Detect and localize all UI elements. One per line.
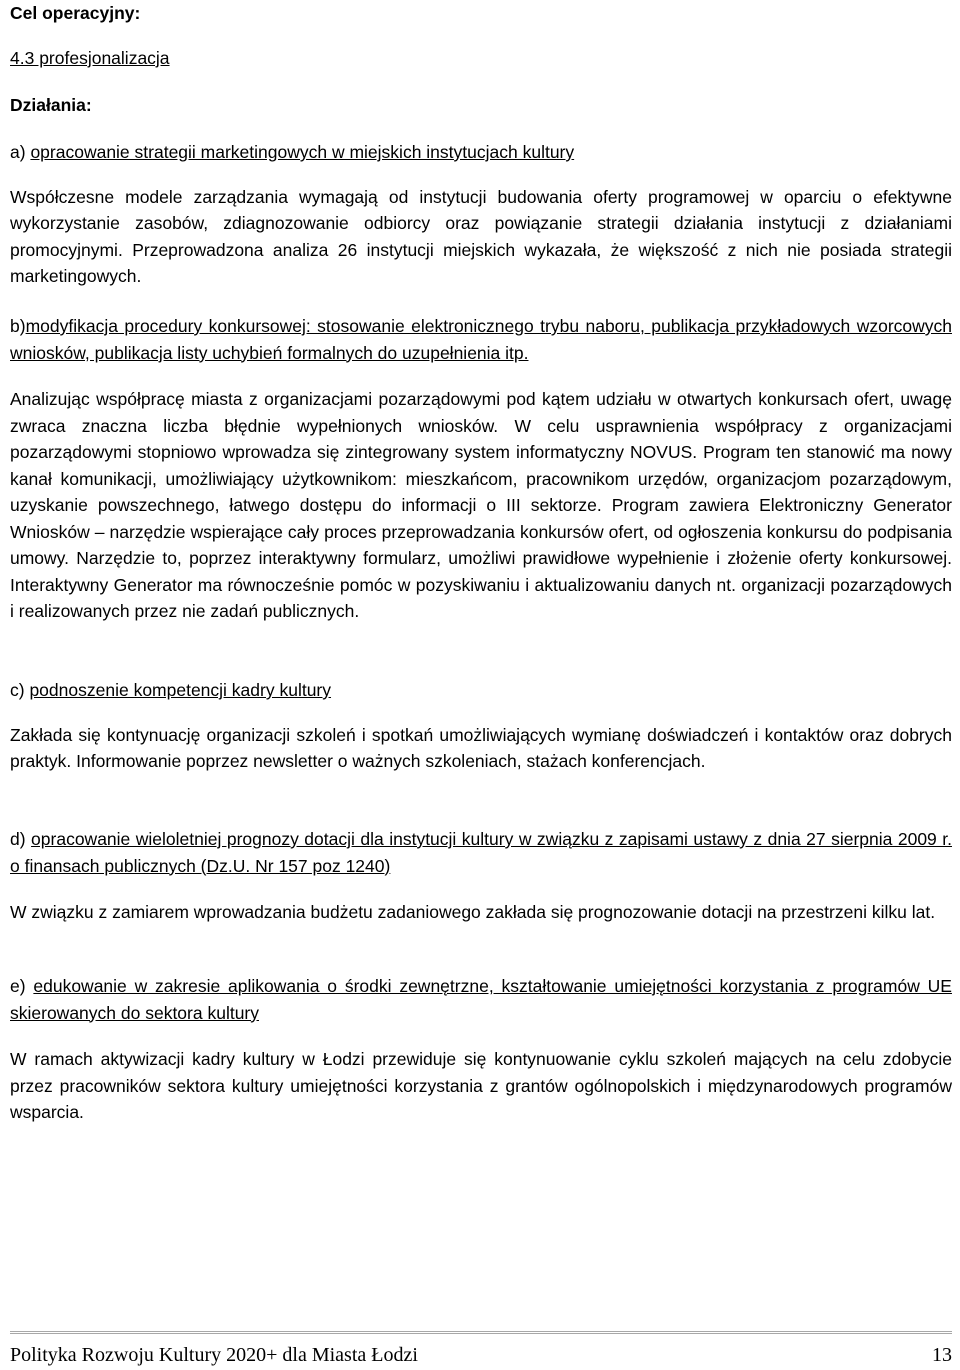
- section-c: [10, 677, 952, 775]
- section-c-body: Zakłada się kontynuację organizacji szkoleń i spotkań umożliwiających wymianę doświadczeń i kontaktów oraz dobrych praktyk. Informowanie poprzez newsletter o ważnych szkoleniach, stażach konferencjach.: [10, 724, 952, 771]
- section-a-prefix: a): [10, 142, 31, 162]
- section-a: [10, 139, 952, 290]
- section-d-prefix: d): [10, 829, 32, 849]
- section-e-heading: [10, 973, 952, 1026]
- section-d: [10, 826, 952, 926]
- section-d-body: W związku z zamiarem wprowadzania budżetu zadaniowego zakłada się prognozowanie dotacji na przestrzeni kilku lat.: [10, 902, 936, 922]
- section-e-prefix: e): [10, 976, 34, 996]
- footer-title: Polityka Rozwoju Kultury 2020+ dla Miasta Łodzi: [10, 1344, 418, 1366]
- section-b-body: Analizując współpracę miasta z organizacjami pozarządowymi pod kątem udziału w otwartych konkursach ofert, uwagę zwraca znaczna liczba błędnie wypełnionych wniosków. W celu usprawnienia współpracy z organizacjami pozarządowymi stopniowo wprowadza się zintegrowany system informatyczny NOVUS. Program ten stanowić ma nowy kanał komunikacji, umożliwiający użytkownikom: mieszkańcom, pracownikom urzędów, organizacjom pozarządowym, uzyskanie powszechnego, łatwego dostępu do informacji o III sektorze. Program zawiera Elektroniczny Generator Wniosków – narzędzie wspierające cały proces przeprowadzania konkursów ofert, od ogłoszenia konkursu do podpisania umowy. Narzędzie to, poprzez interaktywny formularz, umożliwi prawidłowe wypełnienie i złożenie oferty konkursowej. Interaktywny Generator ma równocześnie pomóc w pozyskiwaniu i aktualizowaniu danych nt. organizacji pozarządowych i realizowanych przez nie zadań publicznych.: [10, 389, 952, 621]
- section-e-title: edukowanie w zakresie aplikowania o środki zewnętrzne, kształtowanie umiejętności korzystania z programów UE skierowanych do sektora kultury: [10, 976, 952, 1023]
- section-b-title: modyfikacja procedury konkursowej: stosowanie elektronicznego trybu naboru, publikacja przykładowych wzorcowych wniosków, publikacja listy uchybień formalnych do uzupełnienia itp.: [10, 316, 952, 363]
- section-a-title: opracowanie strategii marketingowych w miejskich instytucjach kultury: [30, 142, 575, 162]
- section-e-body: W ramach aktywizacji kadry kultury w Łodzi przewiduje się kontynuowanie cyklu szkoleń mających na celu zdobycie przez pracowników sektora kultury umiejętności korzystania z grantów ogólnopolskich i międzynarodowych programów wsparcia.: [10, 1049, 952, 1122]
- page-footer: [10, 1331, 952, 1370]
- section-b: [10, 313, 952, 625]
- section-a-heading: [10, 139, 952, 166]
- section-c-prefix: c): [10, 680, 30, 700]
- page-number: 13: [932, 1344, 952, 1366]
- section-d-title: opracowanie wieloletniej prognozy dotacji dla instytucji kultury w związku z zapisami ustawy z dnia 27 sierpnia 2009 r. o finansach publicznych (Dz.U. Nr 157 poz 1240): [10, 829, 952, 876]
- objective-item: 4.3 profesjonalizacja: [10, 48, 170, 68]
- section-a-body: Współczesne modele zarządzania wymagają od instytucji budowania oferty programowej w oparciu o efektywne wykorzystanie zasobów, zdiagnozowanie odbiorcy oraz powiązanie strategii działania instytucji z działaniami promocyjnymi. Przeprowadzona analiza 26 instytucji miejskich wykazała, że większość z nich nie posiada strategii marketingowych.: [10, 186, 952, 286]
- objective-label: Cel operacyjny:: [10, 3, 141, 23]
- section-e: [10, 973, 952, 1126]
- actions-label: Działania:: [10, 95, 92, 115]
- section-c-heading: [10, 677, 952, 704]
- section-d-heading: [10, 826, 952, 879]
- section-b-prefix: b): [10, 316, 26, 336]
- section-b-heading: [10, 313, 952, 366]
- section-c-title: podnoszenie kompetencji kadry kultury: [29, 680, 332, 700]
